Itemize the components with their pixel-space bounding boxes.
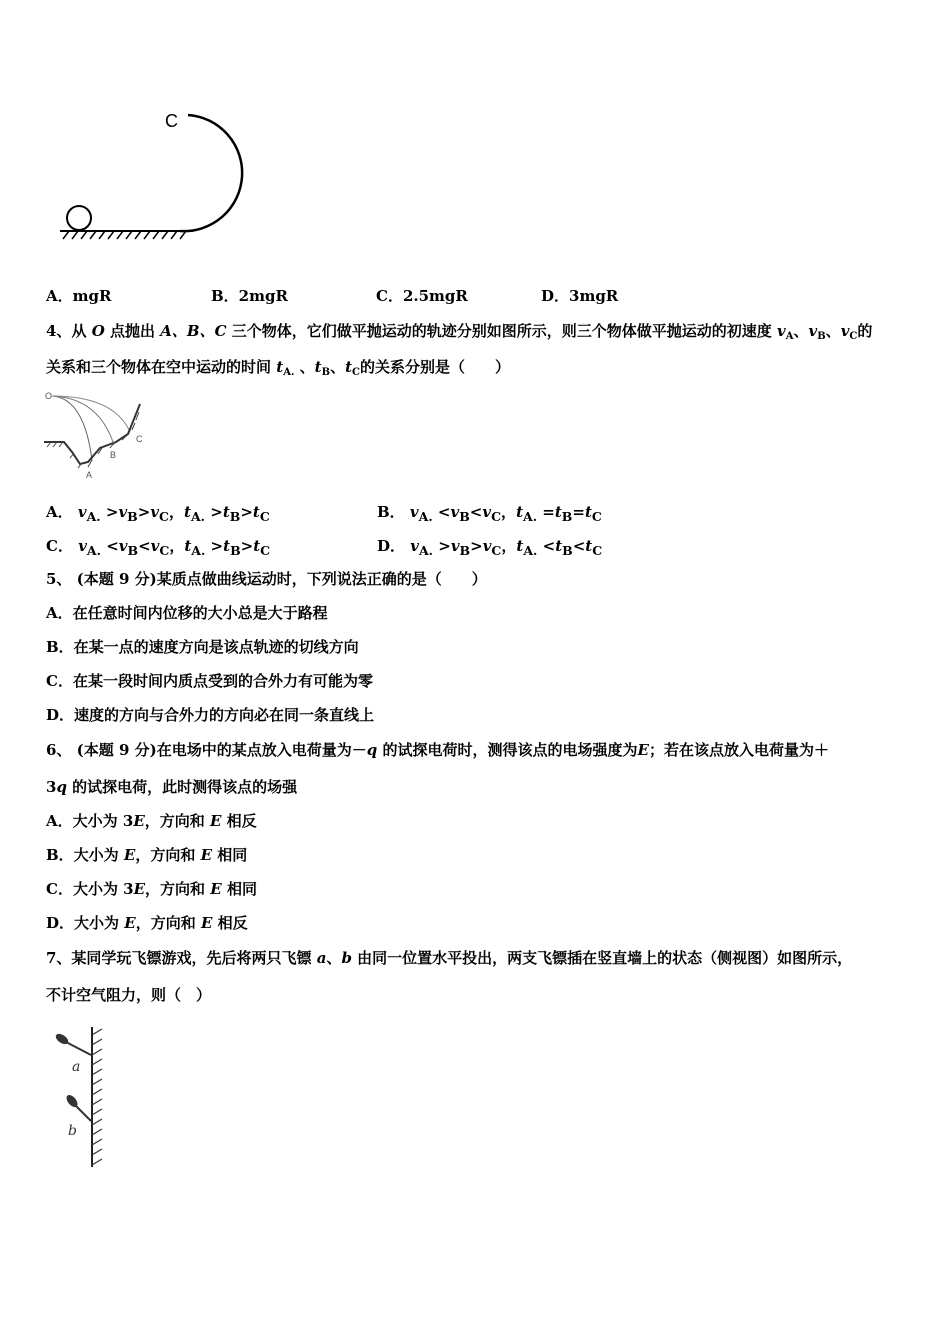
q4-stem-line1: 4、从 O 点抛出 A、B、C 三个物体，它们做平抛运动的轨迹分别如图所示，则三个物体做平抛运动的初速度 $v_A$、$v_B$、$v_C$的 <box>46 322 873 342</box>
q3-option-b: B．2mgR <box>211 287 288 305</box>
label-a: A <box>86 470 93 480</box>
q6-option-c: C．大小为 3E，方向和 E 相同 <box>46 880 257 898</box>
label-a: a <box>72 1059 81 1075</box>
q5-stem: 5、 (本题 9 分)某质点做曲线运动时，下列说法正确的是（ ） <box>46 570 487 588</box>
terrain <box>44 404 140 464</box>
label-o: O <box>45 391 53 401</box>
loop-track-figure <box>55 105 255 245</box>
q5-option-b: B．在某一点的速度方向是该点轨迹的切线方向 <box>46 638 359 656</box>
dart-a <box>54 1032 91 1055</box>
q5-option-a: A．在任意时间内位移的大小总是大于路程 <box>46 604 328 622</box>
loop-track <box>180 115 242 231</box>
wall-hatching <box>92 1029 102 1165</box>
ball <box>67 206 91 230</box>
q7-stem-line1: 7、某同学玩飞镖游戏，先后将两只飞镖 a、b 由同一位置水平投出，两支飞镖插在竖直墙上的状态（侧视图）如图所示， <box>46 949 853 967</box>
ground-hatching <box>63 231 186 239</box>
label-b: B <box>110 450 117 460</box>
q3-option-c: C．2.5mgR <box>376 287 468 305</box>
q6-option-b: B．大小为 E，方向和 E 相同 <box>46 846 248 864</box>
q6-stem-line1: 6、 (本题 9 分)在电场中的某点放入电荷量为－q 的试探电荷时，测得该点的电场强度为E；若在该点放入电荷量为＋ <box>46 741 829 759</box>
terrain-hatching <box>47 412 139 468</box>
q5-option-c: C．在某一段时间内质点受到的合外力有可能为零 <box>46 672 373 690</box>
q4-option-d: D． $v_{A.} >v_B>v_C$，$t_{A.} <t_B<t_C$ <box>377 537 603 558</box>
q6-option-d: D．大小为 E，方向和 E 相反 <box>46 914 248 932</box>
trajectory-c <box>52 396 130 432</box>
label-c: C <box>165 111 178 131</box>
label-b: b <box>68 1123 77 1139</box>
trajectory-b <box>52 396 114 445</box>
q4-stem-line2: 关系和三个物体在空中运动的时间 $t_{A.}$ 、$t_B$、$t_C$的关系分别是（ ） <box>46 358 510 378</box>
q4-option-a: A． $v_{A.} >v_B>v_C$，$t_{A.} >t_B>t_C$ <box>46 503 270 524</box>
q4-option-b: B． $v_{A.} <v_B<v_C$，$t_{A.} =t_B=t_C$ <box>377 503 602 524</box>
q3-option-a: A．mgR <box>46 287 112 305</box>
q7-stem-line2: 不计空气阻力，则（ ） <box>46 986 212 1004</box>
darts-figure <box>44 1025 114 1170</box>
dart-b <box>64 1093 91 1121</box>
q5-option-d: D．速度的方向与合外力的方向必在同一条直线上 <box>46 706 375 724</box>
projectile-figure <box>44 390 154 480</box>
q4-option-c: C． $v_{A.} <v_B<v_C$，$t_{A.} >t_B>t_C$ <box>46 537 271 558</box>
q3-option-d: D．3mgR <box>541 287 619 305</box>
q6-option-a: A．大小为 3E，方向和 E 相反 <box>46 812 257 830</box>
q6-stem-line2: 3q 的试探电荷，此时测得该点的场强 <box>46 778 298 796</box>
label-c: C <box>136 434 143 444</box>
